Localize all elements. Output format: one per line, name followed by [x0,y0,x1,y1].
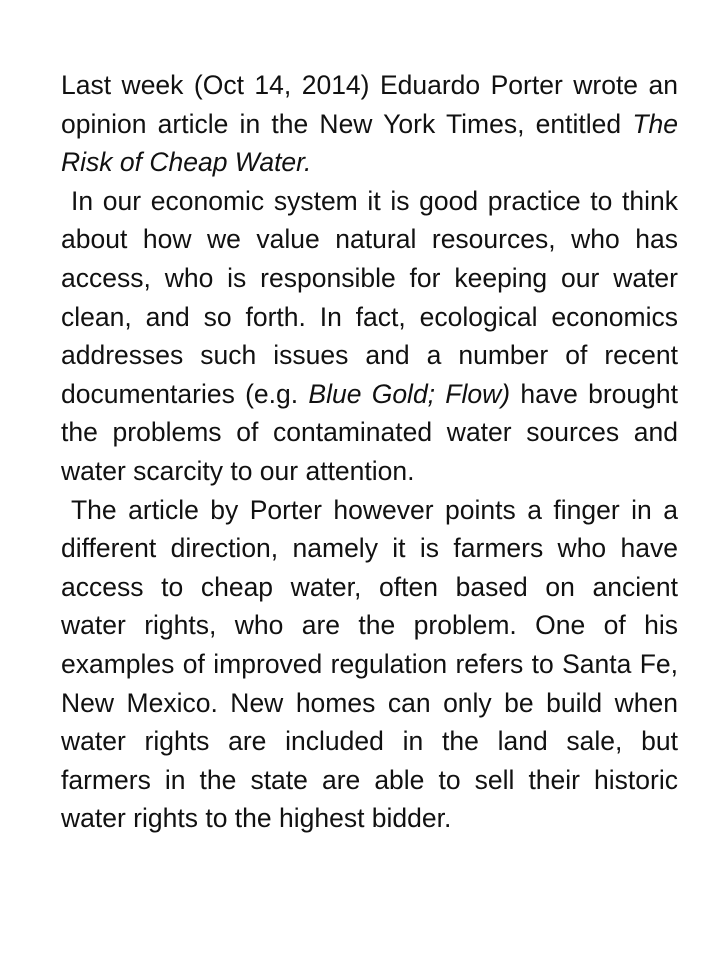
intro-text: Last week (Oct 14, 2014) Eduardo Porter wrote an opinion article in the New York Times, entitled [61,70,678,139]
context-text-start: In our economic system it is good practice to think about how we value natural resources, who has access, who is responsible for keeping our water clean, and so forth. In fact, ecological economics addresses such issues and a number of recent documentaries (e.g. [61,185,678,409]
document-page [61,66,678,838]
porter-argument-text: The article by Porter however points a finger in a different direction, namely it is farmers who have access to cheap water, often based on ancient water rights, who are the problem. One of his examples of improved regulation refers to Santa Fe, New Mexico. New homes can only be build when water rights are included in the land sale, but farmers in the state are able to sell their historic water rights to the highest bidder. [61,494,678,834]
paragraph-porter-argument [61,491,678,838]
paragraph-intro [61,66,678,182]
context-text-end: have brought the problems of contaminated water sources and water scarcity to our attention. [61,378,678,486]
paragraph-context [61,182,678,491]
documentary-titles: Blue Gold; Flow) [308,378,511,409]
article-title: The Risk of Cheap Water. [61,108,678,178]
